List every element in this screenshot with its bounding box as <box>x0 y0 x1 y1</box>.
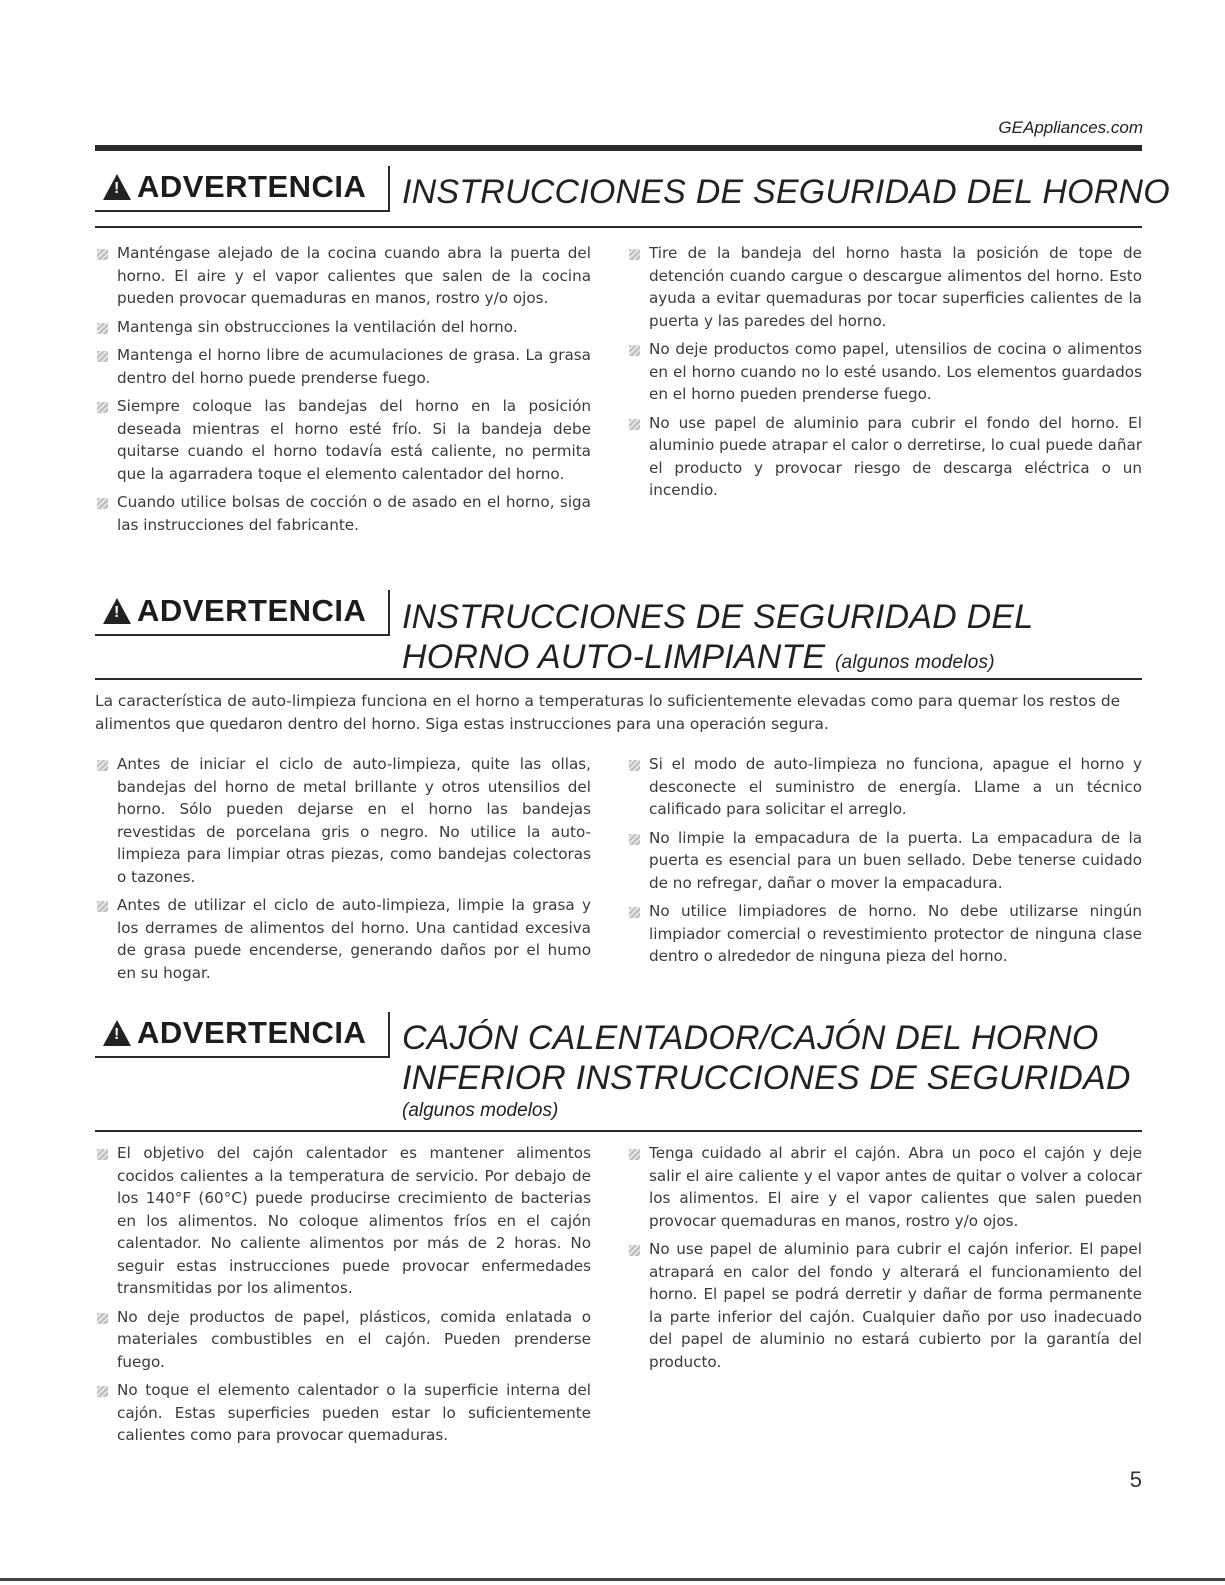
list-item: Antes de utilizar el ciclo de auto-limpieza, limpie la grasa y los derrames de alimentos del horno. Una cantidad excesiva de grasa puede encenderse, generando daños por el humo en su hogar. <box>96 894 591 984</box>
section-title: INSTRUCCIONES DE SEGURIDAD DEL HORNO <box>402 173 1170 211</box>
header-rule <box>95 145 1142 151</box>
list-item: Manténgase alejado de la cocina cuando abra la puerta del horno. El aire y el vapor calientes que salen de la cocina pueden provocar quemaduras en manos, rostro y/o ojos. <box>96 242 591 310</box>
list-item: Mantenga sin obstrucciones la ventilación del horno. <box>96 316 591 339</box>
section-rule <box>95 1130 1142 1132</box>
list-item: El objetivo del cajón calentador es mantener alimentos cocidos calientes a la temperatura de servicio. Por debajo de los 140°F (60°C) puede producirse crecimiento de bacterias en los alimentos. No coloque alimentos fríos en el cajón calentador. No caliente alimentos por más de 2 horas. No seguir estas instrucciones puede provocar enfermedades transmitidas por los alimentos. <box>96 1142 591 1300</box>
section-title: INSTRUCCIONES DE SEGURIDAD DEL HORNO AUTO-LIMPIANTE (algunos modelos) <box>402 598 1034 676</box>
list-item: Siempre coloque las bandejas del horno en la posición deseada mientras el horno esté frío. Si la bandeja debe quitarse cuando el horno todavía está caliente, no permita que la agarradera toque el elemento calentador del horno. <box>96 395 591 485</box>
section-rule <box>95 678 1142 680</box>
list-item: Mantenga el horno libre de acumulaciones de grasa. La grasa dentro del horno puede prenderse fuego. <box>96 344 591 389</box>
warning-badge <box>95 590 390 636</box>
title-note: (algunos modelos) <box>402 1100 559 1121</box>
site-url: GEAppliances.com <box>998 118 1143 137</box>
warning-badge-label: ADVERTENCIA <box>137 593 367 628</box>
warning-badge <box>95 166 390 212</box>
intro-paragraph: La característica de auto-limpieza funciona en el horno a temperaturas lo suficientemente elevadas como para quemar los restos de alimentos que quedaron dentro del horno. Siga estas instrucciones para una operación segura. <box>95 692 1121 733</box>
list-item: No deje productos de papel, plásticos, comida enlatada o materiales combustibles en el cajón. Pueden prenderse fuego. <box>96 1306 591 1374</box>
section-rule <box>95 226 1142 228</box>
warning-triangle-icon <box>103 1020 131 1046</box>
warning-triangle-icon <box>103 598 131 624</box>
list-item: No use papel de aluminio para cubrir el cajón inferior. El papel atrapará en calor del fondo y alterará el funcionamiento del horno. El papel se podrá derretir y dañar de forma permanente la parte inferior del cajón. Cualquier daño por uso inadecuado del papel de aluminio no estará cubierto por la garantía del producto. <box>628 1238 1142 1373</box>
right-column <box>628 753 1142 974</box>
list-item: Antes de iniciar el ciclo de auto-limpieza, quite las ollas, bandejas del horno de metal brillante y otros utensilios del horno. Sólo pueden dejarse en el horno las bandejas revestidas de porcelana gris o negro. No utilice la auto-limpieza para limpiar otras piezas, como bandejas colectoras o tazones. <box>96 753 591 888</box>
list-item: Tire de la bandeja del horno hasta la posición de tope de detención cuando cargue o descargue alimentos del horno. Esto ayuda a evitar quemaduras por tocar superficies calientes de la puerta y las paredes del horno. <box>628 242 1142 332</box>
title-note: (algunos modelos) <box>835 652 995 673</box>
list-item: No deje productos como papel, utensilios de cocina o alimentos en el horno cuando no lo esté usando. Los elementos guardados en el horno pueden prenderse fuego. <box>628 338 1142 406</box>
warning-badge-label: ADVERTENCIA <box>137 1015 367 1050</box>
list-item: Tenga cuidado al abrir el cajón. Abra un poco el cajón y deje salir el aire caliente y el vapor antes de quitar o volver a colocar los alimentos. El aire y el vapor calientes que salen pueden provocar quemaduras en manos, rostro y/o ojos. <box>628 1142 1142 1232</box>
section-title: CAJÓN CALENTADOR/CAJÓN DEL HORNO INFERIOR INSTRUCCIONES DE SEGURIDAD <box>402 1019 1131 1097</box>
right-column <box>628 1142 1142 1379</box>
warning-badge-label: ADVERTENCIA <box>137 169 367 204</box>
left-column <box>96 242 591 542</box>
list-item: Cuando utilice bolsas de cocción o de asado en el horno, siga las instrucciones del fabricante. <box>96 491 591 536</box>
right-column <box>628 242 1142 508</box>
warning-badge <box>95 1012 390 1058</box>
warning-triangle-icon <box>103 174 131 200</box>
bottom-edge-rule <box>0 1578 1225 1581</box>
list-item: No toque el elemento calentador o la superficie interna del cajón. Estas superficies pueden estar lo suficientemente calientes como para provocar quemaduras. <box>96 1379 591 1447</box>
left-column <box>96 1142 591 1453</box>
page-number: 5 <box>1129 1467 1142 1492</box>
list-item: No utilice limpiadores de horno. No debe utilizarse ningún limpiador comercial o revestimiento protector de ninguna clase dentro o alrededor de ninguna pieza del horno. <box>628 900 1142 968</box>
list-item: No limpie la empacadura de la puerta. La empacadura de la puerta es esencial para un buen sellado. Debe tenerse cuidado de no refregar, dañar o mover la empacadura. <box>628 827 1142 895</box>
list-item: Si el modo de auto-limpieza no funciona, apague el horno y desconecte el suministro de energía. Llame a un técnico calificado para solicitar el arreglo. <box>628 753 1142 821</box>
left-column <box>96 753 591 990</box>
list-item: No use papel de aluminio para cubrir el fondo del horno. El aluminio puede atrapar el calor o derretirse, lo cual puede dañar el producto y provocar riesgo de descarga eléctrica o un incendio. <box>628 412 1142 502</box>
